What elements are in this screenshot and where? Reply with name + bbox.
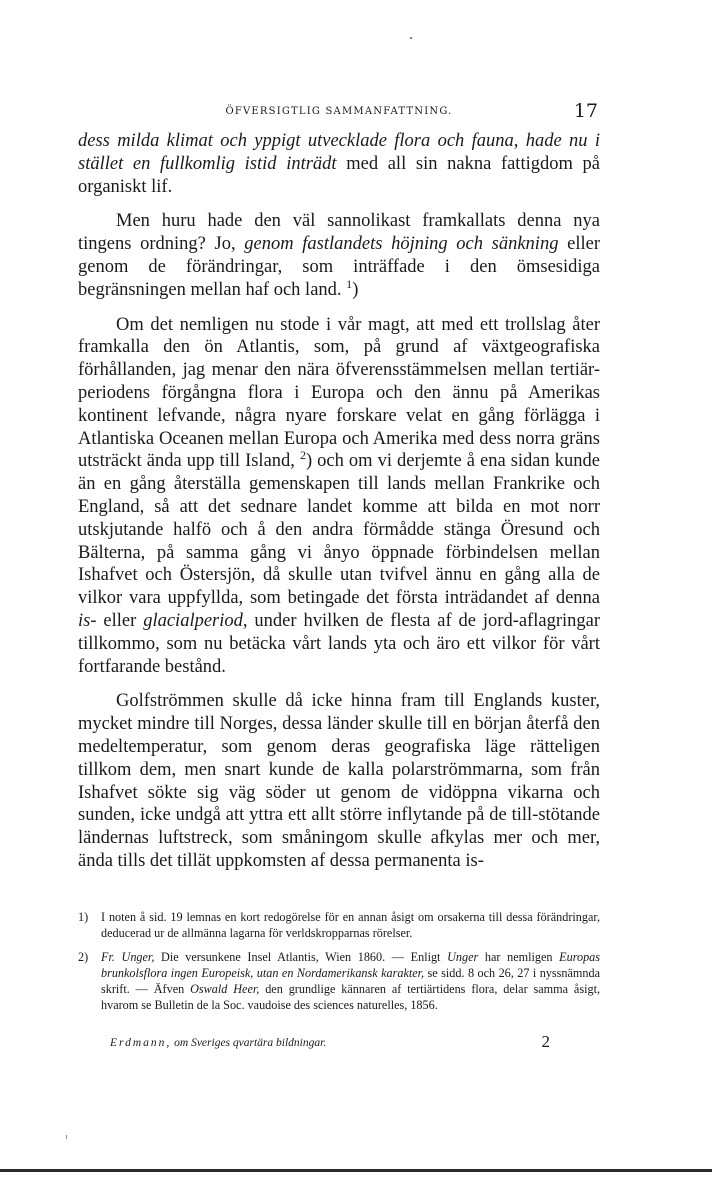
text-run: I noten å sid. 19 lemnas en kort redogörelse för en annan åsigt om orsakerna till dessa förändringar, deducerad ur de allmänna lagarna för verldskropparnas rörelser.	[101, 910, 600, 940]
text-run: )	[352, 279, 359, 300]
text-run: eller	[96, 610, 144, 631]
footnotes	[78, 909, 600, 1021]
footnote	[78, 909, 600, 941]
text-run: ) och om vi derjemte å ena sidan kunde än en gång återställa gemenskapen till lands mellan Frankrike och England, så att det sednare landet komme att bilda en mot norr utskjutande halfö och å den andra förmådde stänga Öresund och Bälterna, på samma gång vi ånyo öppnade förbindelsen mellan Ishafvet och Östersjön, då skulle utan tvifvel ännu en gång alla de vilkor vara uppfyllda, som betingade det första inträdandet af denna	[78, 451, 600, 609]
footnote-mark: 1)	[78, 910, 89, 924]
page-header	[78, 100, 600, 126]
paragraph	[78, 130, 600, 198]
footer-author: Erdmann,	[110, 1037, 172, 1049]
text-run: Die versunkene Insel Atlantis, Wien 1860. — Enligt	[154, 950, 448, 964]
italic-run: genom fastlandets höjning och sänkning	[244, 234, 559, 255]
scan-speck	[410, 37, 412, 39]
signature-line	[110, 1037, 326, 1049]
italic-run: dess milda klimat och yppigt utvecklade flora och fauna, hade nu i stället en fullkomlig istid inträdt	[78, 131, 600, 174]
text-run: se sidd. 8 och 26, 27 i nyssnämnda skrift. — Äfven	[101, 966, 600, 996]
text-run: eller genom de förändringar, som inträffade i den ömsesidiga begränsningen mellan haf och land.	[78, 234, 600, 300]
sheet-number: 2	[541, 1032, 550, 1051]
page-number: 17	[573, 100, 598, 122]
footnote-ref: 1	[346, 276, 353, 291]
page-footer	[110, 1032, 550, 1056]
text-run: med all sin nakna fattigdom på organiskt lif.	[78, 153, 600, 197]
text-run: under hvilken de flesta af de jord-aflagringar tillkommo, som nu betäcka vårt lands yta och äro ett vilkor för vårt fortfarande bestånd.	[78, 610, 600, 677]
text-run: Men huru hade den väl sannolikast framkallats denna nya tingens ordning? Jo,	[78, 211, 600, 255]
scan-edge	[0, 1169, 712, 1172]
paragraph	[78, 314, 600, 679]
footnote-mark: 2)	[78, 950, 89, 964]
scan-mark	[66, 1135, 67, 1139]
running-title: ÖFVERSIGTLIG SAMMANFATTNING.	[225, 106, 453, 117]
italic-run: Unger	[447, 950, 479, 964]
footnote-ref: 2	[299, 448, 306, 463]
italic-run: Europas brunkolsflora ingen Europeisk, utan en Nordamerikansk karakter,	[101, 950, 601, 980]
footer-title: om Sveriges qvartära bildningar.	[174, 1037, 327, 1049]
text-run: Om det nemligen nu stode i vår magt, att med ett trollslag åter framkalla den ön Atlantis, som, på grund af växtgeografiska förhållanden, jag menar den nära öfverensstämmelsen mellan tertiär-periodens förgångna flora i Europa och den ännu på Amerikas kontinent lefvande, några nyare forskare velat en gång förlägga i Atlantiska Oceanen mellan Europa och Amerika med dess norra gräns utsträckt ända upp till Island,	[78, 314, 600, 472]
italic-run: is-	[78, 610, 97, 631]
text-run: den grundlige kännaren af tertiärtidens flora, delar samma åsigt, hvarom se Bulletin de la Soc. vaudoise des sciences naturelles, 1856.	[101, 982, 600, 1012]
text-run: har nemligen	[478, 950, 560, 964]
body-text	[78, 130, 600, 873]
text-run: Golfströmmen skulle då icke hinna fram till Englands kuster, mycket mindre till Norges, dessa länder skulle till en början återfå den medeltemperatur, som genom deras geografiska läge rätteligen tillkom dem, men snart kunde de kalla polarströmmarna, som från Ishafvet sökte sig väg söder ut genom de vidöppna vikarna och sunden, icke undgå att yttra ett allt större inflytande på de till-stötande ländernas luftstreck, som småningom skulle afkylas mer och mer, ända tills det tillät uppkomsten af dessa permanenta is-	[78, 691, 600, 871]
paragraph	[78, 210, 600, 301]
italic-run: Oswald Heer,	[190, 982, 260, 996]
footnote	[78, 949, 600, 1013]
italic-run: Fr. Unger,	[101, 950, 155, 964]
paragraph	[78, 690, 600, 872]
italic-run: glacialperiod,	[143, 610, 248, 631]
